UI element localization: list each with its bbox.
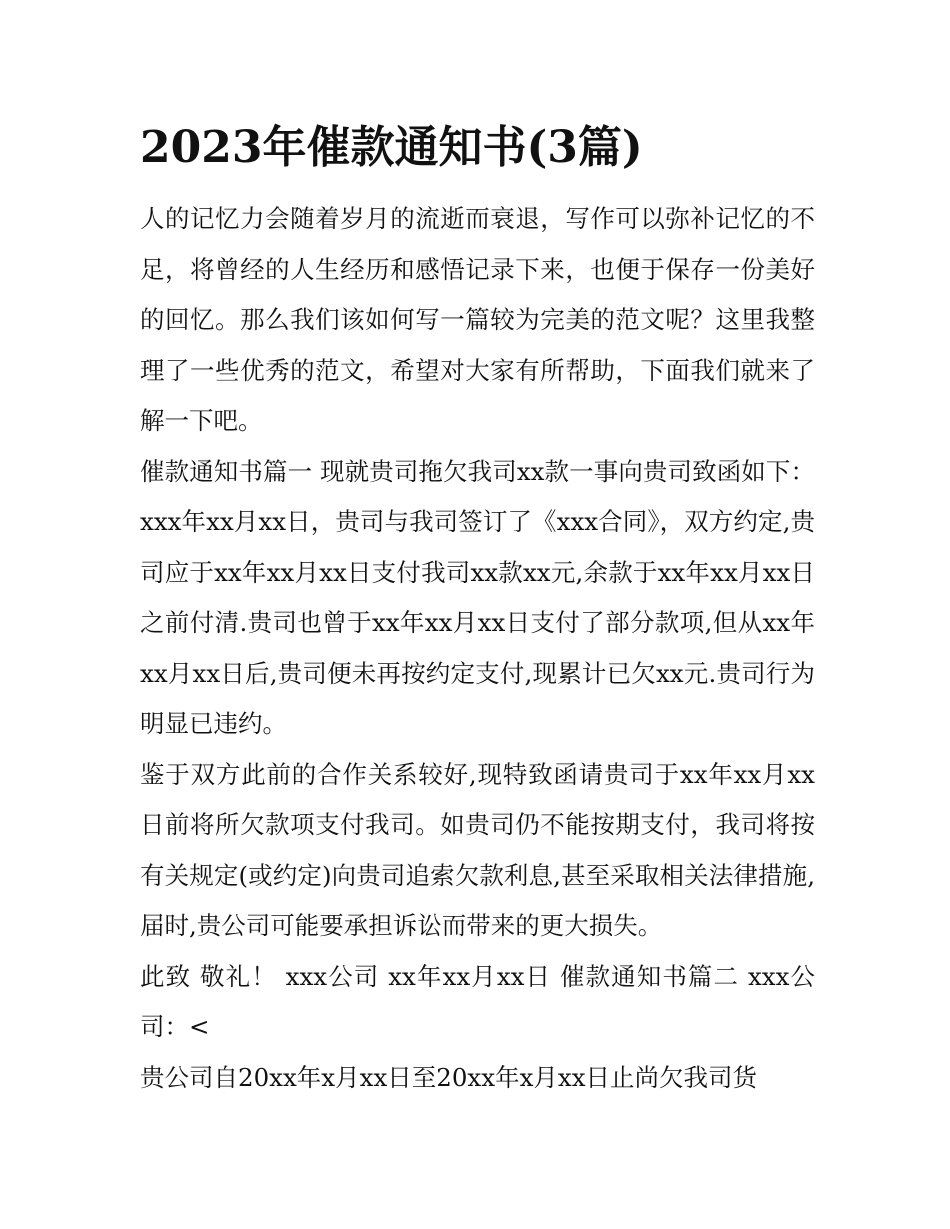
paragraph-demand: 鉴于双方此前的合作关系较好,现特致函请贵司于xx年xx月xx日前将所欠款项支付我司。如贵司仍不能按期支付，我司将按有关规定(或约定)向贵司追索欠款利息,甚至采取相关法律措施,届时,贵公司可能要承担诉讼而带来的更大损失。 xyxy=(140,759,815,940)
paragraph-closing: 此致 敬礼！ xxx公司 xx年xx月xx日 催款通知书篇二 xxx公司：< xyxy=(140,961,815,1041)
paragraph-intro: 人的记忆力会随着岁月的流逝而衰退，写作可以弥补记忆的不足，将曾经的人生经历和感悟记录下来，也便于保存一份美好的回忆。那么我们该如何写一篇较为完美的范文呢？这里我整理了一些优秀的范文，希望对大家有所帮助，下面我们就来了解一下吧。 xyxy=(140,204,815,435)
document-page xyxy=(140,110,815,1103)
document-title: 2023年催款通知书(3篇) xyxy=(140,122,643,173)
paragraph-notice-two: 贵公司自20xx年x月xx日至20xx年x月xx日止尚欠我司货 xyxy=(140,1062,758,1092)
paragraph-notice-one: 催款通知书篇一 现就贵司拖欠我司xx款一事向贵司致函如下：xxx年xx月xx日，贵司与我司签订了《xxx合同》，双方约定,贵司应于xx年xx月xx日支付我司xx款xx元,余款于xx年xx月xx日之前付清.贵司也曾于xx年xx月xx日支付了部分款项,但从xx年xx月xx日后,贵司便未再按约定支付,现累计已欠xx元.贵司行为明显已违约。 xyxy=(140,456,815,738)
